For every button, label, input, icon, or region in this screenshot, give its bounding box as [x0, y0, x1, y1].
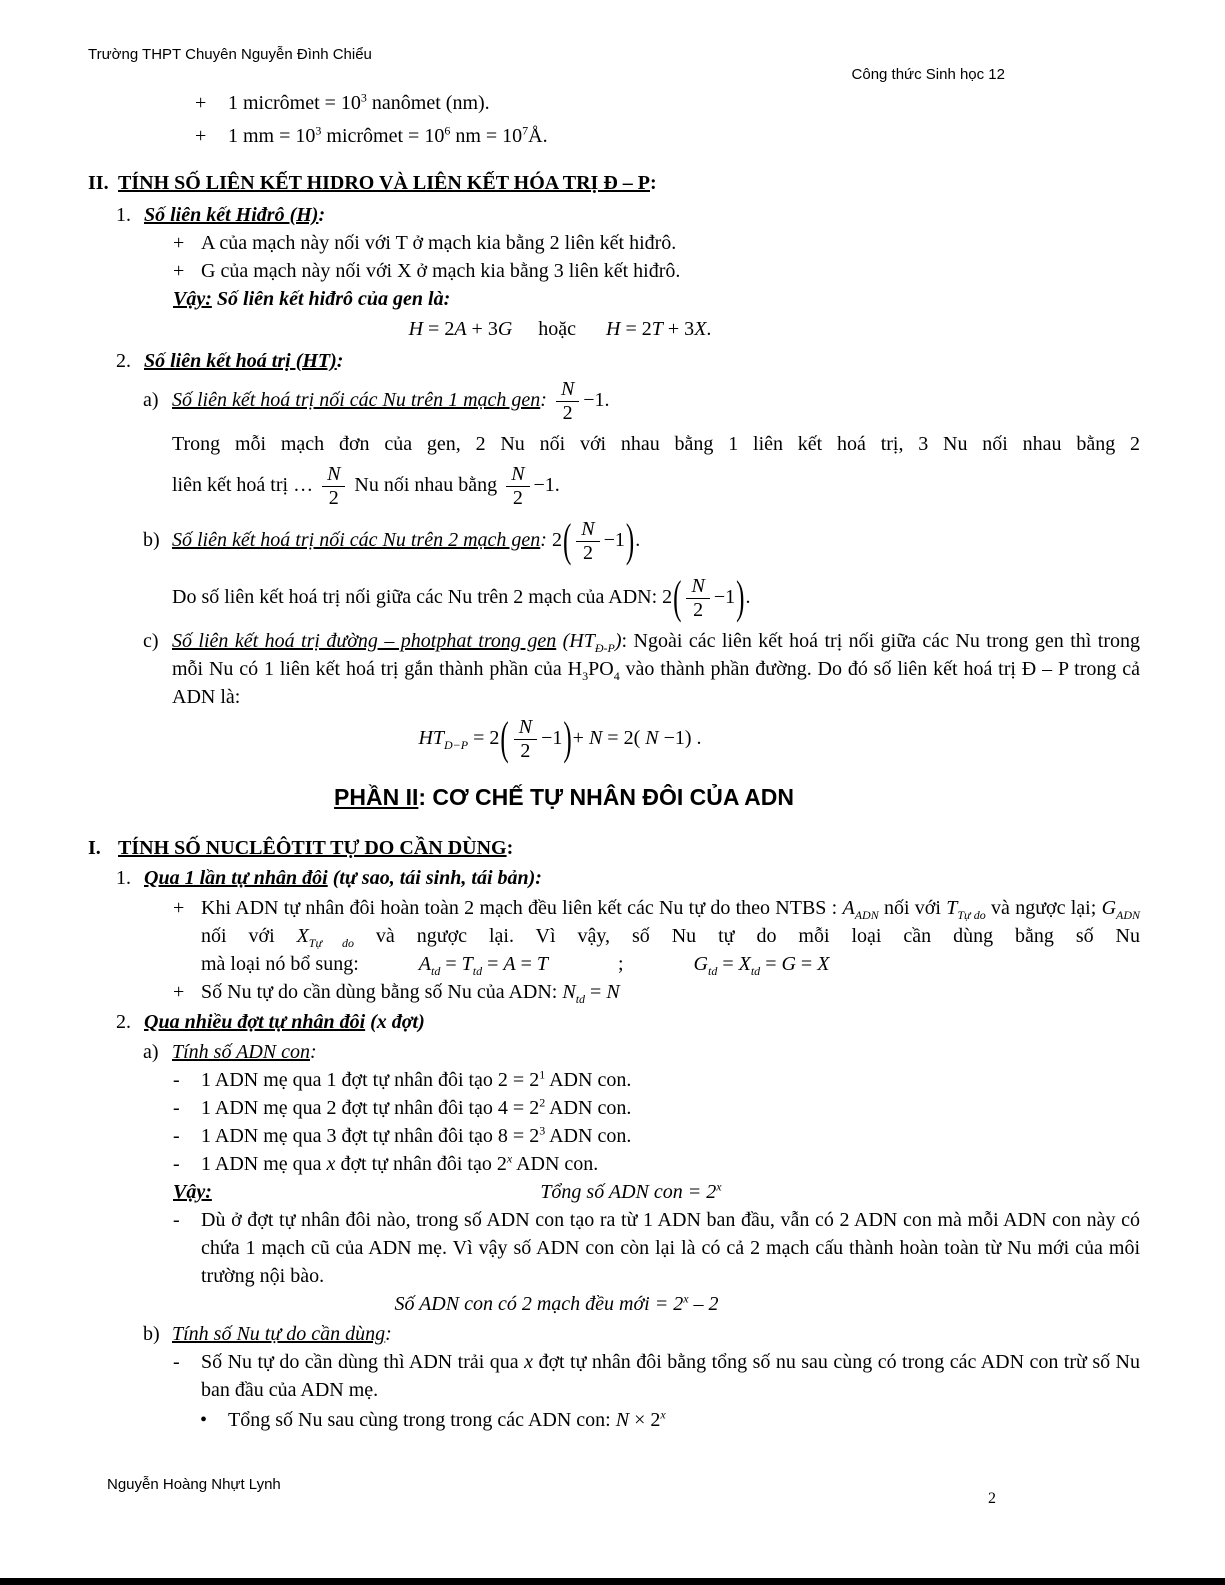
dash-bullet-marker: - [173, 1125, 180, 1147]
adn-note-text: Dù ở đợt tự nhân đôi nào, trong số ADN con tạo ra từ 1 ADN ban đầu, vẫn có 2 ADN con mà mỗi ADN con này có chứa 1 mạch cũ của ADN mẹ. Vì vậy số ADN con còn lại là có cả 2 mạch cấu thành hoàn toàn từ Nu mới của môi trường nội bào. [201, 1209, 1140, 1287]
hoatri-c-formula: $HT_{D-P} = 2$( $\frac{N}{2}$ −1)+ N = 2( N −1) . [418, 714, 702, 765]
item-2-title: Số liên kết hoá trị (HT): [144, 350, 344, 372]
hoatri-a-para-1: Trong mỗi mạch đơn của gen, 2 Nu nối với nhau bằng 1 liên kết hoá trị, 3 Nu nối nhau bằng 2 [172, 433, 1140, 455]
adn-dash-4-text: 1 ADN mẹ qua x đợt tự nhân đôi tạo 2$^x$ ADN con. [201, 1151, 599, 1175]
hoatri-b-title: Số liên kết hoá trị nối các Nu trên 2 mạch gen: 2( $\frac{N}{2}$ −1). [172, 516, 641, 567]
nu-tudo-dash [173, 1348, 1140, 1404]
adn-con-title: Tính số ADN con: [172, 1041, 317, 1063]
nu-needed-text: Số Nu tự do cần dùng bằng số Nu của ADN: $N_{td} = N$ [201, 981, 620, 1006]
plus-bullet-marker: + [173, 897, 185, 919]
adn-dash-3 [173, 1122, 1140, 1150]
item-1-number: 1. [116, 204, 131, 226]
adn-dash-2-text: 1 ADN mẹ qua 2 đợt tự nhân đôi tạo $4 = 2^2$ ADN con. [201, 1095, 632, 1119]
vay-conclusion-row [173, 1178, 1140, 1206]
si-item-2-heading [116, 1008, 1140, 1036]
hoatri-b-marker: b) [143, 529, 160, 552]
vay-label: Vậy: [173, 1181, 212, 1203]
ntbs-bullet [173, 894, 1140, 950]
unit-line-2-text: 1 mm = $10^3$ micrômet = $10^6$ nm = $10^7Å$. [228, 123, 548, 147]
bottom-edge-bar [0, 1578, 1225, 1585]
hoatri-b-para: Do số liên kết hoá trị nối giữa các Nu trên 2 mạch của ADN: 2( $\frac{N}{2}$ −1). [172, 573, 751, 624]
si-item-1-number: 1. [116, 867, 131, 889]
adn-dash-1-text: 1 ADN mẹ qua 1 đợt tự nhân đôi tạo $2 = 2^1$ ADN con. [201, 1067, 632, 1091]
plus-bullet-marker: + [173, 232, 185, 254]
nu-total-bullet [200, 1406, 1140, 1434]
ntbs-bullet-text: Khi ADN tự nhân đôi hoàn toàn 2 mạch đều liên kết các Nu tự do theo NTBS : $A_{ADN}$ nối với $T_{Tự do}$ và ngược lại; $G_{ADN}$ nối với $X_{Tự do}$ và ngược lại. Vì vậy, số Nu tự do mỗi loại cần dùng bằng số Nu [201, 897, 1141, 950]
si-item-1-title: Qua 1 lần tự nhân đôi (tự sao, tái sinh, tái bản): [144, 867, 542, 889]
page-number: 2 [988, 1490, 996, 1507]
hydro-bullet-1 [173, 229, 1140, 257]
plus-bullet-marker: + [195, 92, 207, 114]
nu-tudo-heading [143, 1320, 1140, 1348]
hydro-formula: H = 2A + 3G hoặc H = 2T + 3X. [408, 318, 712, 340]
adn-dash-2 [173, 1094, 1140, 1122]
adn-dash-3-text: 1 ADN mẹ qua 3 đợt tự nhân đôi tạo $8 = 2^3$ ADN con. [201, 1123, 632, 1147]
hoatri-c-block [143, 627, 1140, 711]
plus-bullet-marker: + [173, 981, 185, 1003]
nu-tudo-marker: b) [143, 1323, 160, 1345]
hoatri-c-para: Số liên kết hoá trị đường – photphat trong gen $(HT_{Đ-P})$: Ngoài các liên kết hoá trị nối giữa các Nu trong gen thì trong mỗi Nu có 1 liên kết hoá trị gắn thành phần của $H_3PO_4$ vào thành phần đường. Do đó số liên kết hoá trị Đ – P trong cả ADN là: [172, 630, 1140, 708]
dot-bullet-marker: • [200, 1409, 208, 1431]
hoatri-a-para-2: liên kết hoá trị … $\frac{N}{2}$ Nu nối nhau bằng $\frac{N}{2}$ −1. [172, 463, 560, 509]
dash-bullet-marker: - [173, 1351, 180, 1373]
plus-bullet-marker: + [173, 260, 185, 282]
footer-author: Nguyễn Hoàng Nhựt Lynh [107, 1476, 281, 1493]
section-i-title: TÍNH SỐ NUCLÊÔTIT TỰ DO CẦN DÙNG: [118, 837, 514, 859]
item-1-title: Số liên kết Hiđrô (H): [144, 204, 326, 226]
so-adn-con-formula: Số ADN con có 2 mạch đều mới = $2^x - 2$ [394, 1291, 719, 1315]
hoatri-a-title: Số liên kết hoá trị nối các Nu trên 1 mạch gen: $\frac{N}{2}$ −1. [172, 378, 610, 424]
item-2-hoatri-heading [116, 347, 1140, 375]
hoatri-a-heading [143, 377, 1140, 426]
item-2-number: 2. [116, 350, 131, 372]
hoatri-c-marker: c) [143, 630, 159, 652]
unit-line-1-text: 1 micrômet = $10^3$ nanômet (nm). [228, 90, 490, 114]
dash-bullet-marker: - [173, 1153, 180, 1175]
hoatri-b-heading [143, 517, 1140, 566]
si-item-2-number: 2. [116, 1011, 131, 1033]
adn-dash-1 [173, 1066, 1140, 1094]
hydro-bullet-2 [173, 257, 1140, 285]
nu-total-text: Tổng số Nu sau cùng trong trong các ADN con: $N \times 2^x$ [228, 1407, 666, 1431]
dash-bullet-marker: - [173, 1097, 180, 1119]
dash-bullet-marker: - [173, 1069, 180, 1091]
section-i-number: I. [88, 837, 101, 859]
item-1-hydro-heading [116, 201, 1140, 229]
section-ii-number: II. [88, 172, 109, 194]
dash-bullet-marker: - [173, 1209, 180, 1231]
nu-tudo-title: Tính số Nu tự do cần dùng: [172, 1323, 392, 1345]
adn-con-marker: a) [143, 1041, 159, 1063]
adn-dash-4 [173, 1150, 1140, 1178]
hoatri-a-marker: a) [143, 389, 159, 412]
header-doc-title: Công thức Sinh học 12 [851, 66, 1005, 83]
adn-con-heading [143, 1038, 1140, 1066]
plus-bullet-marker: + [195, 125, 207, 147]
nu-needed-bullet [173, 978, 1140, 1006]
part-ii-heading: PHẦN II: CƠ CHẾ TỰ NHÂN ĐÔI CỦA ADN [334, 784, 794, 810]
header-school: Trường THPT Chuyên Nguyễn Đình Chiểu [88, 46, 372, 63]
section-ii-heading [88, 169, 1140, 197]
section-ii-title: TÍNH SỐ LIÊN KẾT HIDRO VÀ LIÊN KẾT HÓA TRỊ Đ – P: [118, 172, 657, 194]
nu-tudo-dash-text: Số Nu tự do cần dùng thì ADN trải qua x đợt tự nhân đôi bằng tổng số nu sau cùng có trong các ADN con trừ số Nu ban đầu của ADN mẹ. [201, 1351, 1140, 1401]
section-i-heading [88, 834, 1140, 862]
ntbs-equation-line: mà loại nó bổ sung: $A_{td} = T_{td} = A = T$ ; $G_{td} = X_{td} = G = X$ [201, 953, 830, 978]
si-item-2-title: Qua nhiều đợt tự nhân đôi (x đợt) [144, 1011, 425, 1033]
hydro-bullet-2-text: G của mạch này nối với X ở mạch kia bằng 3 liên kết hiđrô. [201, 260, 681, 282]
unit-line-1 [195, 87, 1140, 120]
hydro-conclusion: Vậy: Số liên kết hiđrô của gen là: [173, 288, 451, 310]
tong-so-adn-formula: Tổng số ADN con = $2^x$ [540, 1179, 722, 1203]
si-item-1-heading [116, 864, 1140, 892]
hydro-bullet-1-text: A của mạch này nối với T ở mạch kia bằng 2 liên kết hiđrô. [201, 232, 677, 254]
unit-line-2 [195, 120, 1140, 153]
adn-note [173, 1206, 1140, 1290]
